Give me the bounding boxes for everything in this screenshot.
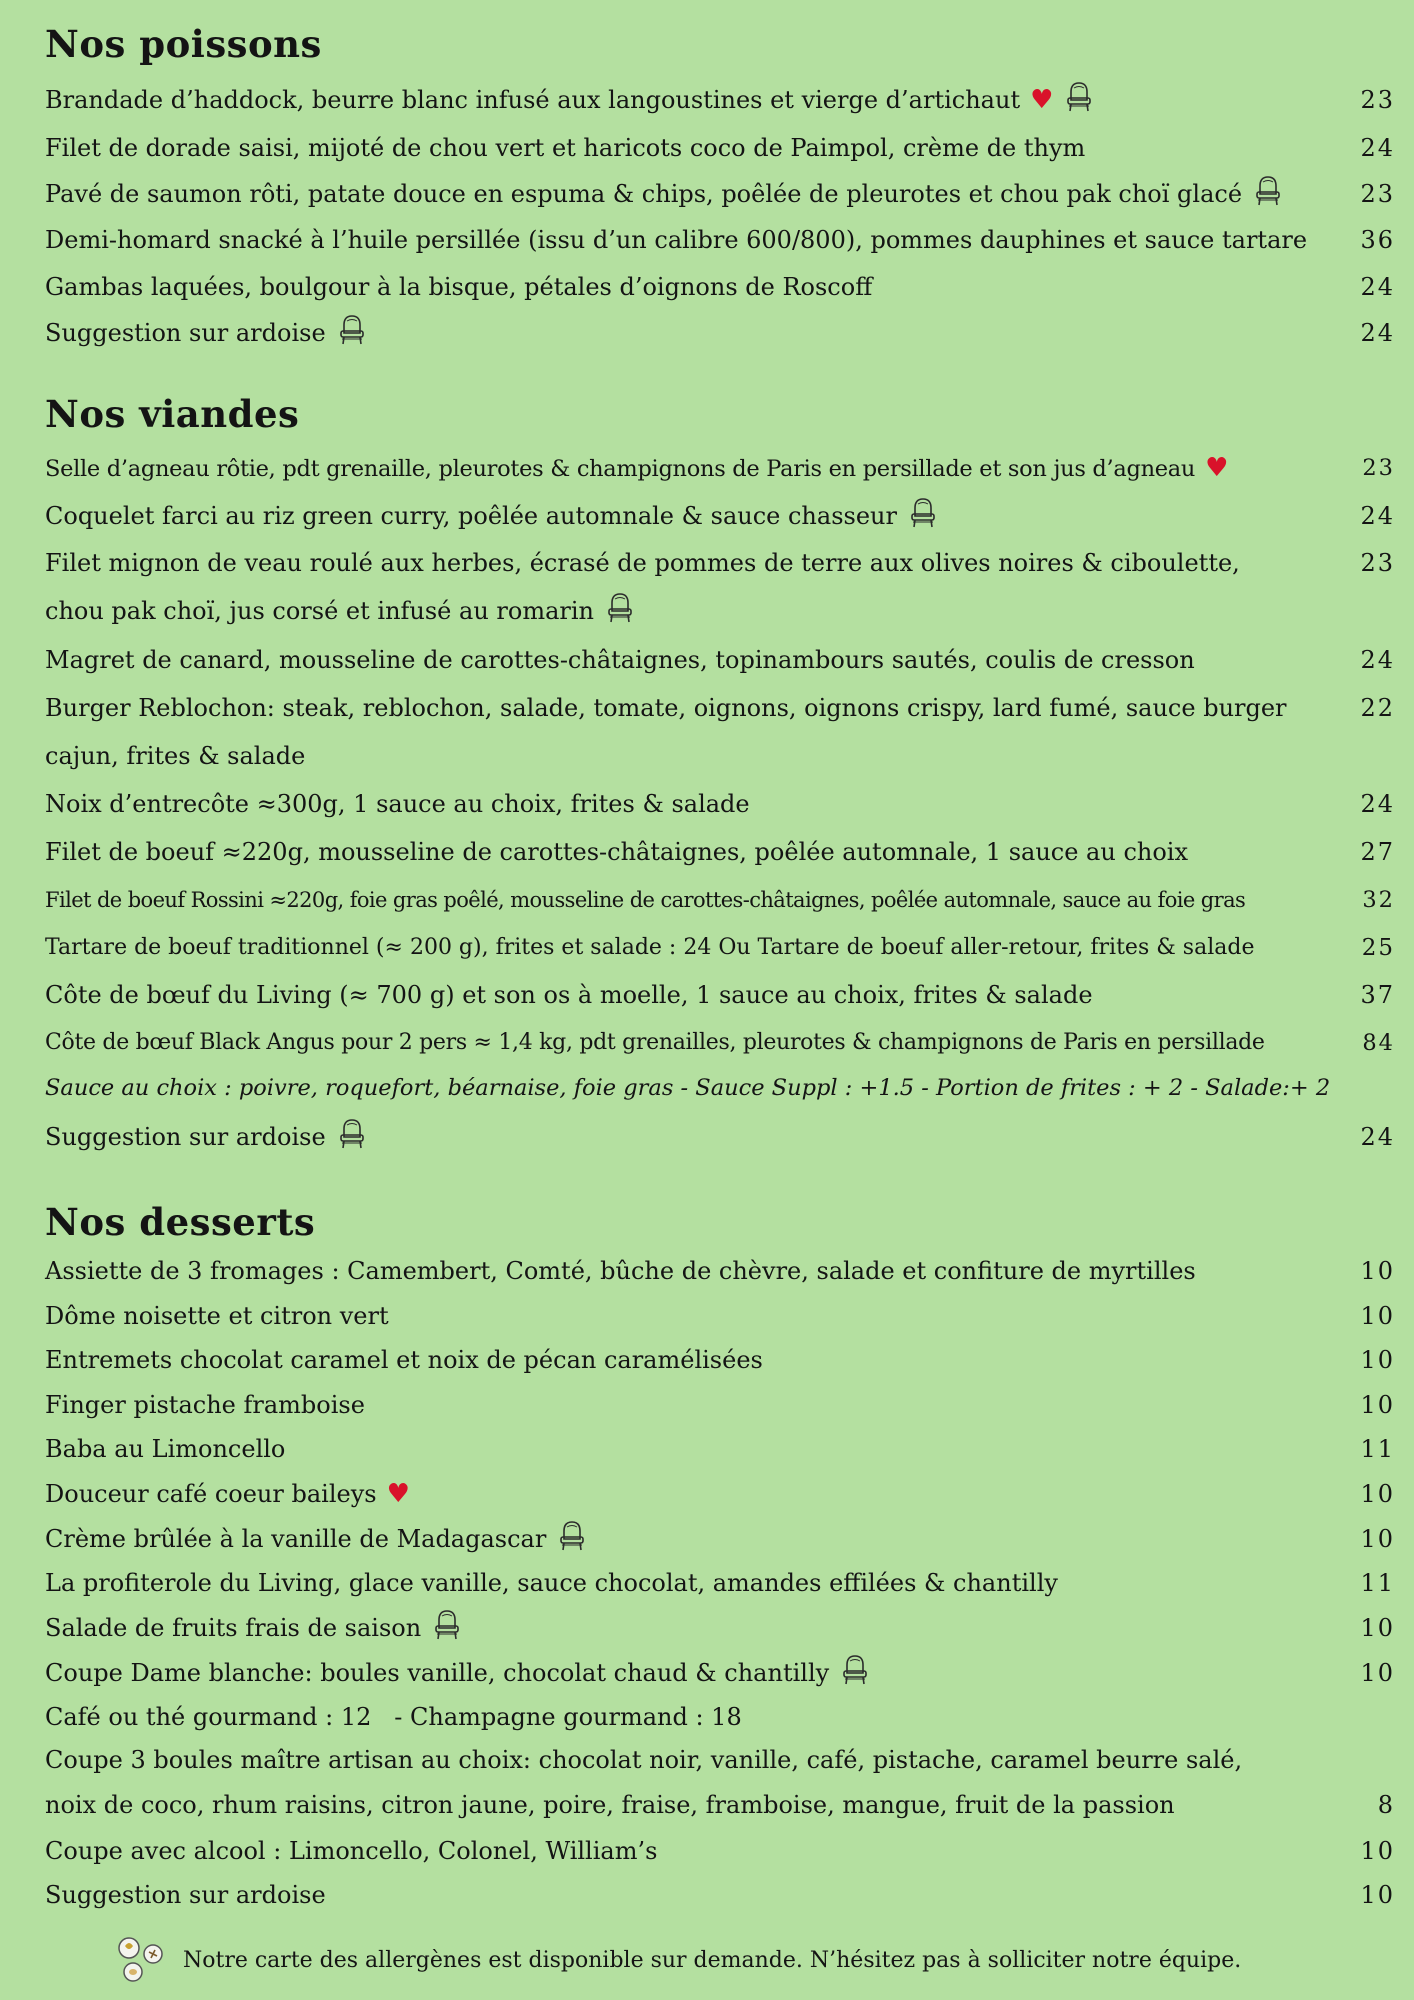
item-price: 24 bbox=[1360, 646, 1395, 674]
menu-item: Coquelet farci au riz green curry, poêlée automnale & sauce chasseur 24 bbox=[45, 492, 1395, 540]
menu-item: Brandade d’haddock, beurre blanc infusé aux langoustines et vierge d’artichaut ♥ 23 bbox=[45, 76, 1395, 124]
menu-item: Suggestion sur ardoise 24 bbox=[45, 309, 1395, 357]
armchair-icon bbox=[1065, 80, 1093, 114]
menu-item: Selle d’agneau rôtie, pdt grenaille, pleurotes & champignons de Paris en persillade et son jus d’agneau ♥ 23 bbox=[45, 444, 1395, 493]
menu-item: Douceur café coeur baileys ♥ 10 bbox=[45, 1470, 1395, 1518]
item-price: 32 bbox=[1362, 887, 1395, 913]
armchair-icon bbox=[841, 1653, 869, 1687]
menu-item: Coupe avec alcool : Limoncello, Colonel, William’s 10 bbox=[45, 1827, 1395, 1875]
item-price: 24 bbox=[1360, 134, 1395, 162]
item-price: 23 bbox=[1360, 549, 1395, 577]
menu-item: Assiette de 3 fromages : Camembert, Comté, bûche de chèvre, salade et confiture de myrtilles 10 bbox=[45, 1247, 1395, 1295]
item-price: 11 bbox=[1360, 1435, 1395, 1463]
menu-item: Suggestion sur ardoise 24 bbox=[45, 1113, 1395, 1161]
menu-item: Pavé de saumon rôti, patate douce en espuma & chips, poêlée de pleurotes et chou pak choï glacé 23 bbox=[45, 170, 1395, 218]
menu-item: Côte de bœuf Black Angus pour 2 pers ≈ 1,4 kg, pdt grenailles, pleurotes & champignons de Paris en persillade 84 bbox=[45, 1019, 1395, 1067]
footer-text: Notre carte des allergènes est disponible sur demande. N’hésitez pas à solliciter notre équipe. bbox=[183, 1947, 1242, 1973]
menu-item: Salade de fruits frais de saison 10 bbox=[45, 1604, 1395, 1652]
section-title-poissons: Nos poissons bbox=[45, 22, 322, 66]
item-price: 23 bbox=[1360, 86, 1395, 114]
menu-item: Filet de dorade saisi, mijoté de chou vert et haricots coco de Paimpol, crème de thym 24 bbox=[45, 124, 1395, 172]
section-title-viandes: Nos viandes bbox=[45, 392, 300, 436]
menu-item: Filet mignon de veau roulé aux herbes, écrasé de pommes de terre aux olives noires & ciboulette, chou pak choï, jus corsé et infusé au romarin 23 bbox=[45, 539, 1395, 635]
item-price: 24 bbox=[1360, 502, 1395, 530]
item-price: 10 bbox=[1360, 1480, 1395, 1508]
item-price: 10 bbox=[1360, 1257, 1395, 1285]
menu-item: Burger Reblochon: steak, reblochon, salade, tomate, oignons, oignons crispy, lard fumé, sauce burger cajun, frites & salade 22 bbox=[45, 684, 1395, 780]
item-price: 24 bbox=[1360, 790, 1395, 818]
armchair-icon bbox=[338, 1117, 366, 1151]
menu-item: Demi-homard snacké à l’huile persillée (issu d’un calibre 600/800), pommes dauphines et sauce tartare 36 bbox=[45, 216, 1395, 264]
item-price: 84 bbox=[1362, 1030, 1395, 1056]
menu-item: Tartare de boeuf traditionnel (≈ 200 g), frites et salade : 24 Ou Tartare de boeuf aller-retour, frites & salade 25 bbox=[45, 924, 1395, 972]
menu-item: Coupe 3 boules maître artisan au choix: chocolat noir, vanille, café, pistache, caramel beurre salé, noix de coco, rhum raisins, citron jaune, poire, fraise, framboise, mangue, fruit de la passion 8 bbox=[45, 1738, 1395, 1828]
item-price: 11 bbox=[1360, 1569, 1395, 1597]
item-price: 22 bbox=[1360, 694, 1395, 722]
menu-item: Entremets chocolat caramel et noix de pécan caramélisées 10 bbox=[45, 1336, 1395, 1384]
item-price: 36 bbox=[1360, 226, 1395, 254]
menu-item: La profiterole du Living, glace vanille, sauce chocolat, amandes effilées & chantilly 11 bbox=[45, 1559, 1395, 1607]
menu-item: Filet de boeuf Rossini ≈220g, foie gras poêlé, mousseline de carottes-châtaignes, poêlée automnale, sauce au foie gras 32 bbox=[45, 876, 1395, 924]
allergen-icon bbox=[115, 1934, 171, 1986]
item-price: 24 bbox=[1360, 319, 1395, 347]
menu-item: Magret de canard, mousseline de carottes-châtaignes, topinambours sautés, coulis de cresson 24 bbox=[45, 636, 1395, 684]
menu-item: Baba au Limoncello 11 bbox=[45, 1425, 1395, 1473]
armchair-icon bbox=[433, 1608, 461, 1642]
item-price: 37 bbox=[1360, 981, 1395, 1009]
item-price: 27 bbox=[1360, 838, 1395, 866]
menu-item: Finger pistache framboise 10 bbox=[45, 1381, 1395, 1429]
menu-item: Gambas laquées, boulgour à la bisque, pétales d’oignons de Roscoff 24 bbox=[45, 263, 1395, 311]
menu-item: Dôme noisette et citron vert 10 bbox=[45, 1292, 1395, 1340]
menu-item: Noix d’entrecôte ≈300g, 1 sauce au choix, frites & salade 24 bbox=[45, 780, 1395, 828]
item-price: 10 bbox=[1360, 1391, 1395, 1419]
item-price: 10 bbox=[1360, 1659, 1395, 1687]
item-price: 25 bbox=[1361, 935, 1395, 961]
menu-item: Coupe Dame blanche: boules vanille, chocolat chaud & chantilly 10 bbox=[45, 1649, 1395, 1697]
item-price: 10 bbox=[1360, 1614, 1395, 1642]
menu-item: Crème brûlée à la vanille de Madagascar 10 bbox=[45, 1515, 1395, 1563]
menu-item: Suggestion sur ardoise 10 bbox=[45, 1871, 1395, 1919]
armchair-icon bbox=[338, 313, 366, 347]
item-price: 24 bbox=[1360, 1123, 1395, 1151]
armchair-icon bbox=[1254, 174, 1282, 208]
item-price: 10 bbox=[1360, 1525, 1395, 1553]
menu-item: Café ou thé gourmand : 12 - Champagne gourmand : 18 bbox=[45, 1703, 742, 1731]
heart-icon: ♥ bbox=[386, 1479, 410, 1509]
heart-icon: ♥ bbox=[1030, 85, 1054, 115]
item-price: 24 bbox=[1360, 273, 1395, 301]
item-price: 8 bbox=[1377, 1791, 1395, 1819]
armchair-icon bbox=[606, 591, 634, 625]
item-price: 10 bbox=[1360, 1881, 1395, 1909]
menu-item: Filet de boeuf ≈220g, mousseline de carottes-châtaignes, poêlée automnale, 1 sauce au choix 27 bbox=[45, 828, 1395, 876]
section-title-desserts: Nos desserts bbox=[45, 1200, 316, 1244]
item-price: 10 bbox=[1360, 1837, 1395, 1865]
allergen-footer bbox=[115, 1934, 1241, 1986]
item-price: 10 bbox=[1360, 1302, 1395, 1330]
sauce-note: Sauce au choix : poivre, roquefort, béarnaise, foie gras - Sauce Suppl : +1.5 - Portion de frites : + 2 - Salade:+ 2 bbox=[45, 1075, 1331, 1101]
item-price: 23 bbox=[1362, 455, 1395, 481]
menu-item: Côte de bœuf du Living (≈ 700 g) et son os à moelle, 1 sauce au choix, frites & salade 37 bbox=[45, 971, 1395, 1019]
armchair-icon bbox=[909, 496, 937, 530]
item-price: 23 bbox=[1360, 180, 1395, 208]
item-price: 10 bbox=[1360, 1346, 1395, 1374]
armchair-icon bbox=[558, 1519, 586, 1553]
heart-icon: ♥ bbox=[1205, 453, 1229, 483]
